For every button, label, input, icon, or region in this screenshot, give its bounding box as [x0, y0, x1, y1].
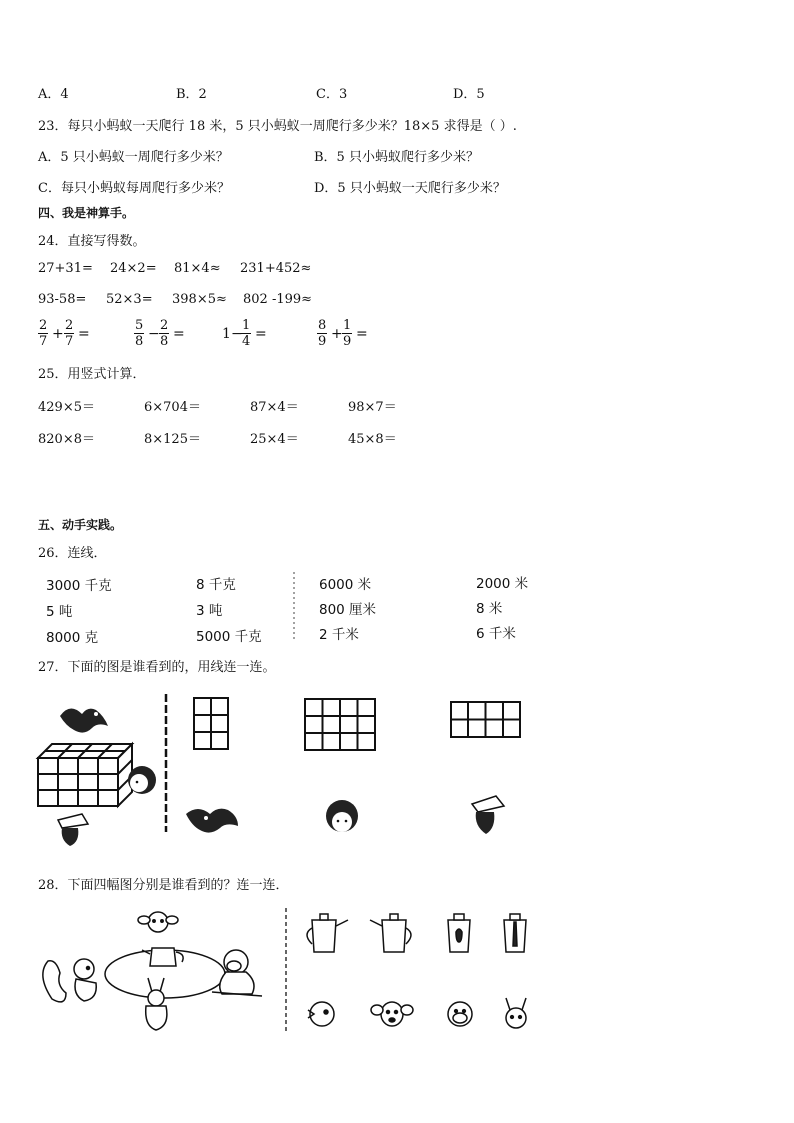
fraction: $\frac{2}{8}$ — [160, 318, 169, 349]
q25-r1-c2: 6×704＝ — [144, 400, 201, 415]
q25-stem: 25．用竖式计算． — [38, 367, 146, 382]
q24-r1-c2: 24×2= — [110, 261, 157, 276]
q24-r1-c3: 81×4≈ — [174, 261, 221, 276]
q26-right-c2-r2: 8 米 — [476, 601, 503, 617]
fraction: $\frac{1}{9}$ — [343, 318, 352, 349]
operator: + — [52, 326, 64, 342]
chick-icon — [308, 1002, 334, 1026]
q24-r2-c1: 93-58= — [38, 292, 87, 307]
q24-stem: 24．直接写得数。 — [38, 234, 146, 249]
section-4-title: 四、我是神算手。 — [38, 206, 135, 220]
q26-right-c2-r3: 6 千米 — [476, 626, 516, 642]
q25-r1-c3: 87×4＝ — [250, 400, 299, 415]
q23-stem: 23．每只小蚂蚁一天爬行 18 米，5 只小蚂蚁一周爬行多少米？18×5 求得是（ ）. — [38, 119, 517, 134]
q26-right-c1-r2: 800 厘米 — [319, 602, 377, 618]
equals-sign: = — [173, 326, 185, 342]
fraction: $\frac{2}{7}$ — [39, 318, 48, 349]
q26-right-c1-r1: 6000 米 — [319, 577, 372, 593]
fraction: $\frac{2}{7}$ — [65, 318, 74, 349]
teapot-side-view-icon — [307, 914, 348, 952]
q26-left-c1-r2: 5 吨 — [46, 604, 73, 620]
operator: + — [331, 326, 343, 342]
q26-right-c1-r3: 2 千米 — [319, 627, 359, 643]
rabbit-face-icon — [506, 998, 526, 1028]
q23-option-d: D．5 只小蚂蚁一天爬行多少米？ — [314, 181, 506, 196]
equals-sign: = — [255, 326, 267, 342]
q22-option-b: B．2 — [176, 87, 207, 102]
q26-left-c2-r3: 5000 千克 — [196, 629, 262, 645]
q24-r1-c1: 27+31= — [38, 261, 93, 276]
q22-option-c: C．3 — [316, 87, 348, 102]
operator: − — [231, 326, 243, 342]
q25-r2-c4: 45×8＝ — [348, 432, 397, 447]
monkey-face-icon — [448, 1002, 472, 1026]
q25-r2-c2: 8×125＝ — [144, 432, 201, 447]
q22-option-a: A．4 — [38, 87, 69, 102]
q22-option-d: D．5 — [453, 87, 485, 102]
teapot-spout-view-icon — [504, 914, 526, 952]
fraction: $\frac{1}{4}$ — [242, 318, 251, 349]
q26-left-c2-r1: 8 千克 — [196, 577, 236, 593]
fraction: $\frac{5}{8}$ — [135, 318, 144, 349]
q26-left-c1-r1: 3000 千克 — [46, 578, 112, 594]
q26-left-c1-r3: 8000 克 — [46, 630, 99, 646]
q25-r2-c3: 25×4＝ — [250, 432, 299, 447]
teapot-handle-view-icon — [448, 914, 470, 952]
q26-stem: 26．连线． — [38, 546, 107, 561]
equals-sign: = — [78, 326, 90, 342]
q25-r1-c4: 98×7＝ — [348, 400, 397, 415]
q23-option-b: B．5 只小蚂蚁爬行多少米？ — [314, 150, 479, 165]
q24-r1-c4: 231+452≈ — [240, 261, 312, 276]
squirrel-icon — [43, 959, 96, 1002]
q23-option-c: C．每只小蚂蚁每周爬行多少米？ — [38, 181, 230, 196]
q23-option-a: A．5 只小蚂蚁一周爬行多少米？ — [38, 150, 229, 165]
q25-r1-c1: 429×5＝ — [38, 400, 95, 415]
monkey-icon — [212, 950, 262, 996]
dog-face-icon — [371, 1002, 413, 1026]
q24-r2-c3: 398×5≈ — [172, 292, 227, 307]
operator: − — [148, 326, 160, 342]
whole-number: 1 — [222, 326, 231, 342]
q28-stem: 28．下面四幅图分别是谁看到的？连一连． — [38, 878, 289, 893]
q25-r2-c1: 820×8＝ — [38, 432, 95, 447]
q26-left-c2-r2: 3 吨 — [196, 603, 223, 619]
q27-stem: 27．下面的图是谁看到的，用线连一连。 — [38, 660, 276, 675]
q24-r2-c4: 802 -199≈ — [243, 292, 313, 307]
q26-right-c2-r1: 2000 米 — [476, 576, 529, 592]
rabbit-icon — [146, 978, 167, 1030]
dog-icon — [138, 912, 178, 932]
equals-sign: = — [356, 326, 368, 342]
fraction: $\frac{8}{9}$ — [318, 318, 327, 349]
teapot-side-view-mirrored-icon — [370, 914, 411, 952]
q24-r2-c2: 52×3= — [106, 292, 153, 307]
section-5-title: 五、动手实践。 — [38, 518, 123, 532]
